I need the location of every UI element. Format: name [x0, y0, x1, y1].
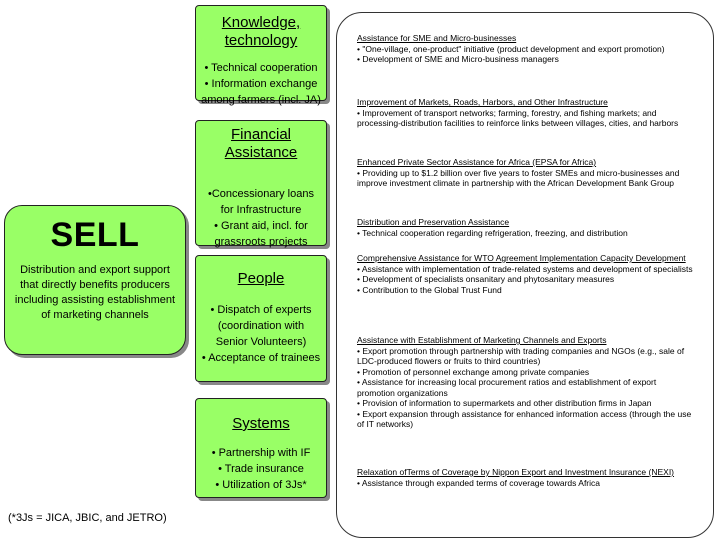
section-text: • Assistance with implementation of trade-related systems and development of specialists • Development of specialists onsanitary and phytosanitary measures • Contribution to the Global Trust Fund [357, 263, 693, 295]
category-item: • Acceptance of trainees [201, 352, 321, 364]
sell-title: SELL [50, 216, 140, 254]
category-item: • Dispatch of experts [210, 304, 312, 316]
category-item: for Infrastructure [220, 204, 302, 216]
category-title: Financial Assistance [224, 126, 298, 161]
section-title: Enhanced Private Sector Assistance for Africa (EPSA for Africa) [357, 157, 597, 167]
section-title: Distribution and Preservation Assistance [357, 217, 510, 227]
section-title: Improvement of Markets, Roads, Harbors, and Other Infrastructure [357, 97, 608, 107]
section-marketing [357, 335, 695, 430]
category-systems-box [195, 398, 327, 498]
sell-box [4, 205, 186, 355]
measures-panel [336, 12, 714, 538]
category-item: • Technical cooperation [204, 62, 318, 74]
section-text: • Assistance through expanded terms of coverage towards Africa [357, 477, 600, 488]
section-text: • Export promotion through partnership with trading companies and NGOs (e.g., sale of LDC-produced flowers or fruits to third countries) • Promotion of personnel exchange among private companies • Assistance for increasing local procurement ratios and establishment of export promotion organizations • Provision of information to supermarkets and other distribution firms in Japan • Export expansion through assistance for enhanced information access (through the use of IT networks) [357, 345, 692, 429]
section-sme [357, 33, 695, 65]
category-item: (coordination with [217, 320, 305, 332]
category-title: People [237, 270, 285, 287]
section-title: Comprehensive Assistance for WTO Agreement Implementation Capacity Development [357, 253, 686, 263]
category-item: among farmers (incl. JA) [201, 94, 321, 106]
category-title: Knowledge, technology [221, 14, 301, 49]
section-text: • "One-village, one-product" initiative (product development and export promotion) • Development of SME and Micro-business managers [357, 43, 665, 64]
section-epsa [357, 157, 695, 189]
section-text: • Improvement of transport networks; farming, forestry, and fishing markets; and processing-distribution facilities to reinforce links between villages, cities, and harbors [357, 107, 679, 128]
category-item: • Partnership with IF [211, 447, 311, 459]
category-financial-box [195, 120, 327, 246]
section-nexi [357, 467, 695, 488]
section-distribution [357, 217, 695, 238]
category-item: • Trade insurance [218, 463, 304, 475]
category-item: • Information exchange [204, 78, 318, 90]
section-title: Relaxation ofTerms of Coverage by Nippon Export and Investment Insurance (NEXI) [357, 467, 675, 477]
category-item: • Grant aid, incl. for [214, 220, 308, 232]
footnote: (*3Js = JICA, JBIC, and JETRO) [8, 512, 167, 524]
category-item: •Concessionary loans [208, 188, 314, 200]
section-infrastructure [357, 97, 695, 129]
category-people-box [195, 255, 327, 382]
section-title: Assistance for SME and Micro-businesses [357, 33, 517, 43]
section-wto [357, 253, 695, 295]
category-title: Systems [232, 415, 290, 432]
section-title: Assistance with Establishment of Marketing Channels and Exports [357, 335, 607, 345]
sell-description: Distribution and export support that directly benefits producers including assisting establishment of marketing channels [14, 264, 176, 321]
section-text: • Providing up to $1.2 billion over five years to foster SMEs and micro-businesses and improve investment climate in partnership with the African Development Bank Group [357, 167, 680, 188]
category-knowledge-box [195, 5, 327, 106]
category-item: Senior Volunteers) [215, 336, 307, 348]
category-item: grassroots projects [214, 236, 308, 248]
category-item: • Utilization of 3Js* [215, 479, 307, 491]
section-text: • Technical cooperation regarding refrigeration, freezing, and distribution [357, 227, 628, 238]
